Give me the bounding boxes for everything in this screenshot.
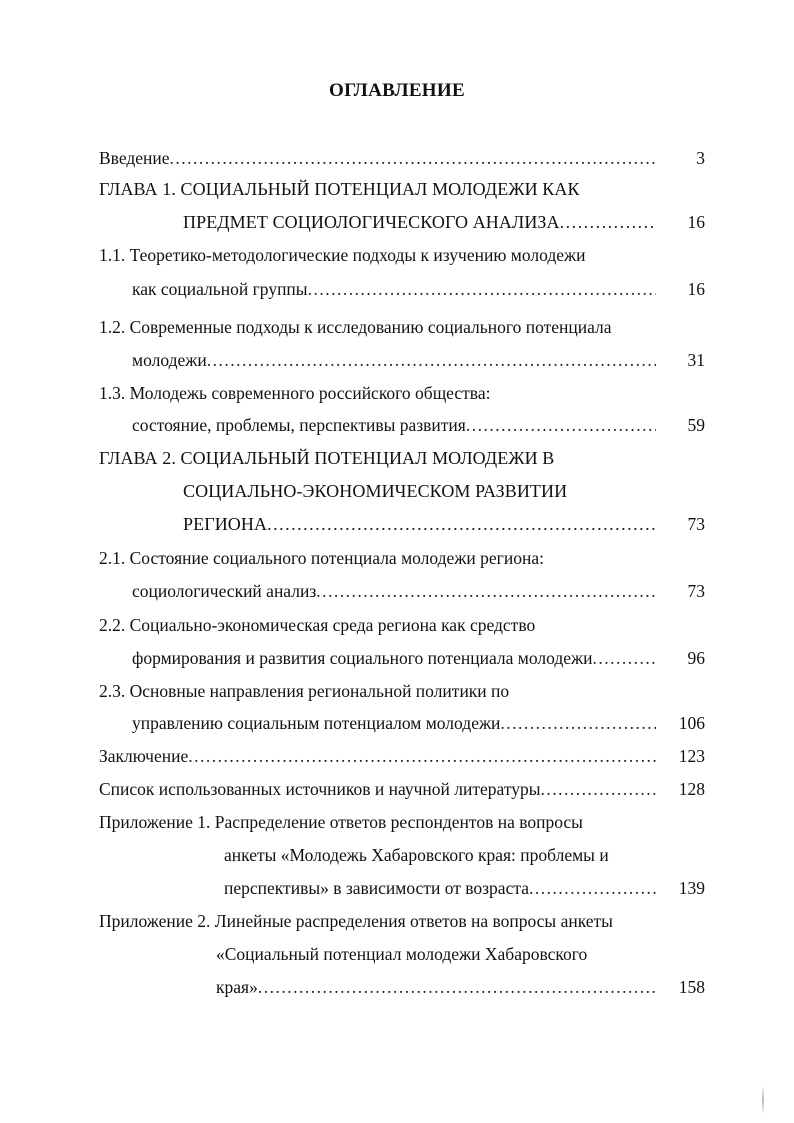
leader-dots (170, 145, 656, 171)
toc-entry-text: молодежи (132, 350, 207, 370)
toc-entry-text: социологический анализ (132, 581, 317, 601)
leader-dots (529, 875, 656, 901)
toc-page-number: 128 (678, 779, 705, 799)
toc-entry-text: Введение (99, 148, 170, 168)
toc-page-number: 31 (687, 350, 705, 370)
toc-section-1-3-line2[interactable] (132, 412, 656, 438)
toc-section-1-3-line1[interactable]: 1.3. Молодежь современного российского общества: (99, 383, 491, 403)
leader-dots (188, 743, 656, 769)
leader-dots (560, 209, 656, 235)
leader-dots (500, 710, 656, 736)
leader-dots (308, 276, 656, 302)
toc-section-1-2-line2[interactable] (132, 347, 656, 373)
toc-page-number: 158 (678, 977, 705, 997)
toc-chapter-2-line1[interactable]: ГЛАВА 2. СОЦИАЛЬНЫЙ ПОТЕНЦИАЛ МОЛОДЕЖИ В (99, 448, 555, 468)
toc-entry-text: края» (216, 977, 258, 997)
toc-entry-text: формирования и развития социального потенциала молодежи (132, 648, 593, 668)
leader-dots (258, 974, 656, 1000)
leader-dots (466, 412, 656, 438)
toc-entry-text: ПРЕДМЕТ СОЦИОЛОГИЧЕСКОГО АНАЛИЗА (183, 212, 560, 232)
toc-page-number: 3 (696, 148, 705, 168)
toc-page-number: 123 (678, 746, 705, 766)
toc-entry-text: РЕГИОНА (183, 514, 268, 534)
toc-section-2-3-line2[interactable] (132, 710, 656, 736)
toc-chapter-2-line3[interactable] (183, 511, 656, 537)
toc-section-1-1-line2[interactable] (132, 276, 656, 302)
toc-chapter-1-line2[interactable] (183, 209, 656, 235)
toc-entry-intro[interactable] (99, 145, 656, 171)
page-title: ОГЛАВЛЕНИЕ (329, 80, 465, 101)
toc-page-number: 106 (678, 713, 705, 733)
toc-appendix-2-line1[interactable]: Приложение 2. Линейные распределения ответов на вопросы анкеты (99, 911, 613, 931)
toc-entry-text: Список использованных источников и научной литературы (99, 779, 541, 799)
leader-dots (541, 776, 656, 802)
toc-section-2-3-line1[interactable]: 2.3. Основные направления региональной политики по (99, 681, 510, 701)
toc-page-number: 96 (687, 648, 705, 668)
toc-appendix-1-line3[interactable] (224, 875, 656, 901)
toc-section-2-1-line2[interactable] (132, 578, 656, 604)
toc-page-number: 139 (678, 878, 705, 898)
toc-chapter-1-line1[interactable]: ГЛАВА 1. СОЦИАЛЬНЫЙ ПОТЕНЦИАЛ МОЛОДЕЖИ КАК (99, 179, 580, 199)
toc-entry-text: как социальной группы (132, 279, 308, 299)
toc-section-1-1-line1[interactable]: 1.1. Теоретико-методологические подходы к изучению молодежи (99, 245, 586, 265)
toc-entry-text: перспективы» в зависимости от возраста (224, 878, 529, 898)
toc-page-number: 16 (687, 279, 705, 299)
toc-page-number: 16 (687, 212, 705, 232)
toc-section-2-1-line1[interactable]: 2.1. Состояние социального потенциала молодежи региона: (99, 548, 544, 568)
toc-page-number: 73 (687, 581, 705, 601)
leader-dots (267, 511, 656, 537)
toc-entry-text: Заключение (99, 746, 189, 766)
toc-chapter-2-line2[interactable]: СОЦИАЛЬНО-ЭКОНОМИЧЕСКОМ РАЗВИТИИ (183, 481, 568, 501)
toc-section-2-2-line2[interactable] (132, 645, 656, 671)
toc-section-1-2-line1[interactable]: 1.2. Современные подходы к исследованию социального потенциала (99, 317, 612, 337)
scan-artifact (762, 1085, 764, 1115)
toc-page-number: 73 (687, 514, 705, 534)
toc-entry-sources[interactable] (99, 776, 656, 802)
toc-appendix-2-line2[interactable]: «Социальный потенциал молодежи Хабаровского (216, 944, 588, 964)
toc-page-number: 59 (687, 415, 705, 435)
toc-entry-text: управлению социальным потенциалом молодежи (132, 713, 501, 733)
toc-section-2-2-line1[interactable]: 2.2. Социально-экономическая среда региона как средство (99, 615, 536, 635)
toc-appendix-1-line2[interactable]: анкеты «Молодежь Хабаровского края: проблемы и (224, 845, 609, 865)
leader-dots (207, 347, 656, 373)
toc-appendix-1-line1[interactable]: Приложение 1. Распределение ответов респондентов на вопросы (99, 812, 583, 832)
toc-entry-conclusion[interactable] (99, 743, 656, 769)
leader-dots (316, 578, 656, 604)
toc-entry-text: состояние, проблемы, перспективы развития (132, 415, 466, 435)
toc-appendix-2-line3[interactable] (216, 974, 656, 1000)
